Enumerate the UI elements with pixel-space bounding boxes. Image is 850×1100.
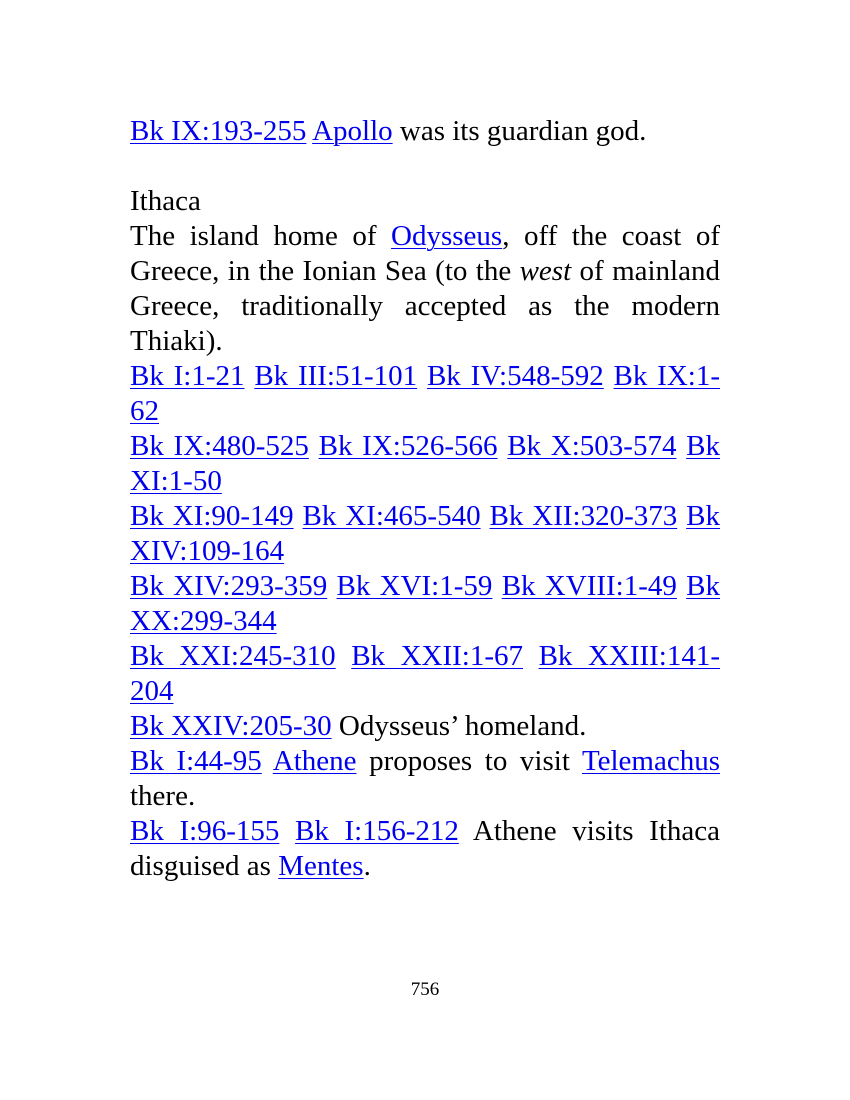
- text: there.: [130, 780, 196, 812]
- text: was its guardian god.: [392, 115, 647, 147]
- athene-link[interactable]: Athene: [272, 745, 357, 777]
- ref-link[interactable]: Bk XXIII:141-204: [130, 640, 721, 707]
- ref-link[interactable]: Bk XI:465-540: [302, 500, 481, 532]
- telemachus-link[interactable]: Telemachus: [581, 745, 721, 777]
- text: Odysseus’ homeland.: [331, 710, 587, 742]
- text: , off the coast of Greece, in the Ionian Sea (to the: [130, 220, 720, 287]
- page-content: [130, 114, 720, 884]
- entry-description: [130, 219, 720, 359]
- entry-title: Ithaca: [130, 185, 201, 217]
- ref-link[interactable]: Bk I:1-21: [130, 360, 245, 392]
- page-number: 756: [410, 979, 440, 1000]
- text: Athene visits Ithaca disguised as: [130, 815, 720, 882]
- reference-group: [130, 429, 720, 499]
- ref-link[interactable]: Bk XIV:109-164: [130, 500, 720, 567]
- text: of mainland Greece, traditionally accepted as the modern Thiaki).: [130, 255, 720, 357]
- text: proposes to visit: [356, 745, 582, 777]
- mentes-link[interactable]: Mentes: [278, 850, 364, 882]
- ref-link[interactable]: Bk I:44-95: [130, 745, 262, 777]
- reference-group: [130, 359, 720, 429]
- reference-group: [130, 569, 720, 639]
- ref-link[interactable]: Bk XI:1-50: [130, 430, 720, 497]
- ref-link[interactable]: Bk IV:548-592: [426, 360, 604, 392]
- ref-link[interactable]: Bk XXII:1-67: [351, 640, 524, 672]
- ref-link[interactable]: Bk I:156-212: [295, 815, 459, 847]
- emphasis-text: west: [519, 255, 572, 287]
- ref-link[interactable]: Bk III:51-101: [254, 360, 418, 392]
- athene-visit-line: [130, 814, 720, 884]
- text: .: [363, 850, 371, 882]
- ref-link[interactable]: Bk XX:299-344: [130, 570, 721, 637]
- text: The island home of: [130, 220, 392, 252]
- ref-link[interactable]: Bk IX:1-62: [130, 360, 720, 427]
- spacer: [130, 149, 720, 184]
- ref-link[interactable]: Bk XXIV:205-30: [130, 710, 332, 742]
- apollo-line: [130, 114, 720, 149]
- ref-link[interactable]: Bk X:503-574: [507, 430, 677, 462]
- reference-group: [130, 639, 720, 709]
- athene-proposal-line: [130, 744, 720, 814]
- ref-link[interactable]: Bk IX:480-525: [130, 430, 309, 462]
- ref-link[interactable]: Bk XVI:1-59: [336, 570, 493, 602]
- ref-link[interactable]: Bk IX:526-566: [318, 430, 498, 462]
- ref-link[interactable]: Bk XXI:245-310: [130, 640, 336, 672]
- ref-link[interactable]: Bk I:96-155: [130, 815, 280, 847]
- reference-group: [130, 499, 720, 569]
- ref-link[interactable]: Bk XVIII:1-49: [501, 570, 677, 602]
- homeland-line: [130, 709, 720, 744]
- odysseus-link[interactable]: Odysseus: [391, 220, 503, 252]
- ref-link[interactable]: Bk XI:90-149: [130, 500, 294, 532]
- ref-link[interactable]: Bk IX:193-255: [130, 115, 307, 147]
- ref-link[interactable]: Bk XII:320-373: [489, 500, 678, 532]
- ref-link[interactable]: Bk XIV:293-359: [130, 570, 328, 602]
- apollo-link[interactable]: Apollo: [312, 115, 393, 147]
